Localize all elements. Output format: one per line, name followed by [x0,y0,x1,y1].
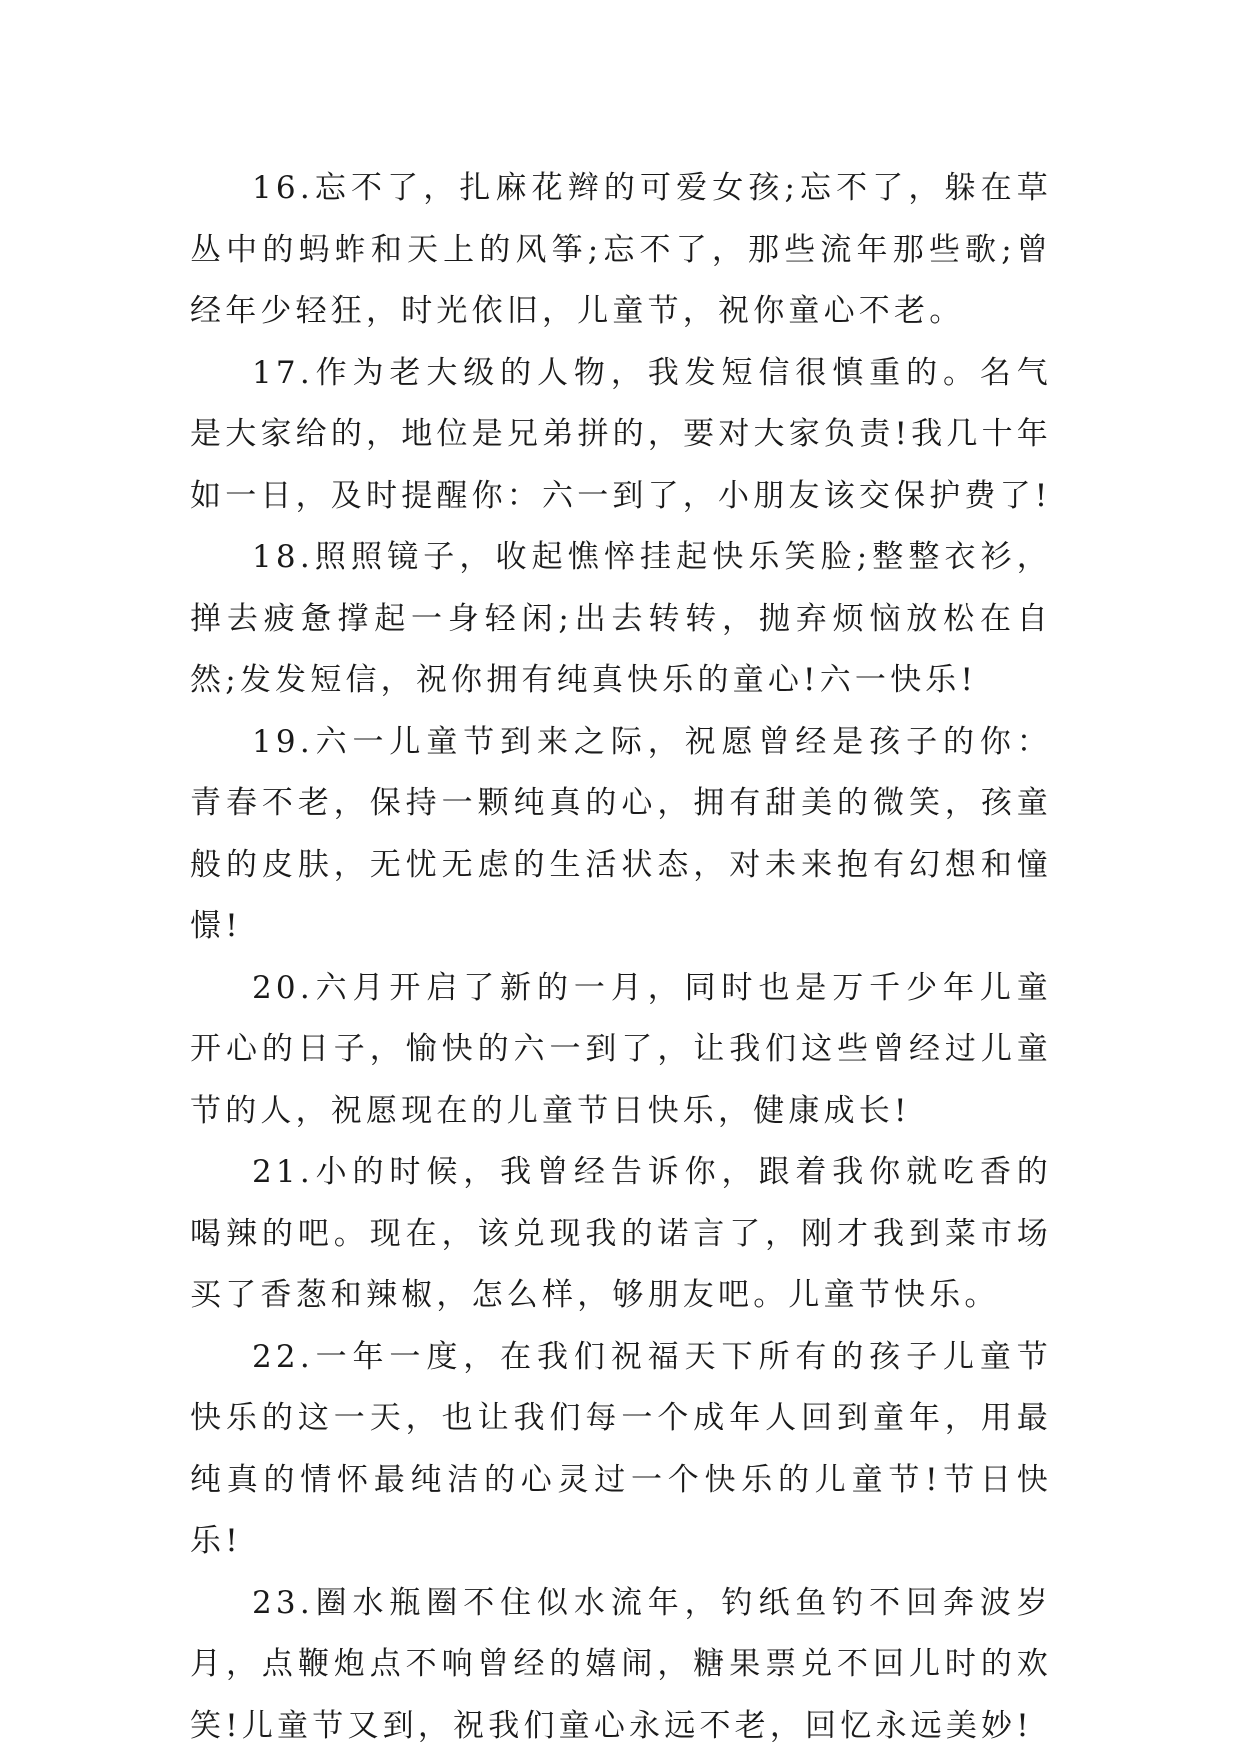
paragraph-17: 17.作为老大级的人物，我发短信很慎重的。名气是大家给的，地位是兄弟拼的，要对大家负责!我几十年如一日，及时提醒你：六一到了，小朋友该交保护费了! [190,343,1052,528]
paragraph-22: 22.一年一度，在我们祝福天下所有的孩子儿童节快乐的这一天，也让我们每一个成年人回到童年，用最纯真的情怀最纯洁的心灵过一个快乐的儿童节!节日快乐! [190,1327,1052,1573]
paragraph-23: 23.圈水瓶圈不住似水流年，钓纸鱼钓不回奔波岁月，点鞭炮点不响曾经的嬉闹，糖果票兑不回儿时的欢笑!儿童节又到，祝我们童心永远不老，回忆永远美妙! [190,1573,1052,1757]
paragraph-21: 21.小的时候，我曾经告诉你，跟着我你就吃香的喝辣的吧。现在，该兑现我的诺言了，刚才我到菜市场买了香葱和辣椒，怎么样，够朋友吧。儿童节快乐。 [190,1142,1052,1327]
paragraph-16: 16.忘不了，扎麻花辫的可爱女孩;忘不了，躲在草丛中的蚂蚱和天上的风筝;忘不了，那些流年那些歌;曾经年少轻狂，时光依旧，儿童节，祝你童心不老。 [190,158,1052,343]
paragraph-19: 19.六一儿童节到来之际，祝愿曾经是孩子的你：青春不老，保持一颗纯真的心，拥有甜美的微笑，孩童般的皮肤，无忧无虑的生活状态，对未来抱有幻想和憧憬! [190,712,1052,958]
document-body [190,158,1052,1757]
paragraph-20: 20.六月开启了新的一月，同时也是万千少年儿童开心的日子，愉快的六一到了，让我们这些曾经过儿童节的人，祝愿现在的儿童节日快乐，健康成长! [190,958,1052,1143]
paragraph-18: 18.照照镜子，收起憔悴挂起快乐笑脸;整整衣衫，掸去疲惫撑起一身轻闲;出去转转，抛弃烦恼放松在自然;发发短信，祝你拥有纯真快乐的童心!六一快乐! [190,527,1052,712]
